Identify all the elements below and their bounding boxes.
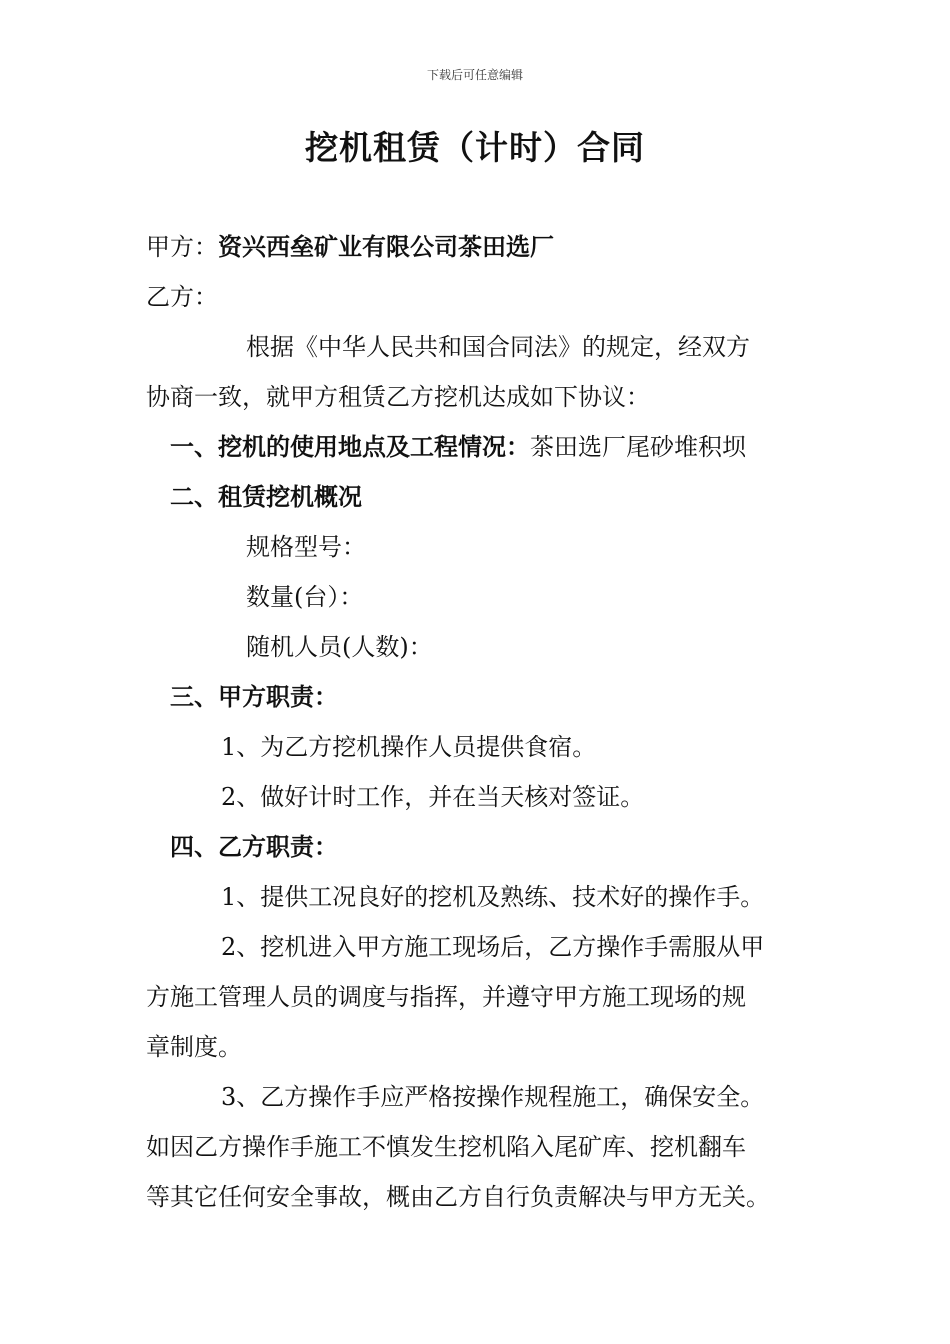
intro-line-1: 根据《中华人民共和国合同法》的规定，经双方 bbox=[246, 333, 750, 361]
section3-item-2: 2、做好计时工作，并在当天核对签证。 bbox=[221, 783, 645, 811]
section2-item-quantity: 数量(台）： bbox=[246, 583, 364, 611]
section4-item-2-line-1: 2、挖机进入甲方施工现场后，乙方操作手需服从甲 bbox=[221, 933, 765, 961]
header-note: 下载后可任意编辑 bbox=[426, 68, 523, 82]
section3-item-1: 1、为乙方挖机操作人员提供食宿。 bbox=[221, 733, 597, 761]
section4-item-2-line-2: 方施工管理人员的调度与指挥，并遵守甲方施工现场的规 bbox=[146, 983, 746, 1011]
party-a-value: 资兴西垒矿业有限公司茶田选厂 bbox=[218, 232, 554, 261]
section4-item-2-line-3: 章制度。 bbox=[146, 1033, 242, 1061]
section4-item-3-line-3: 等其它任何安全事故，概由乙方自行负责解决与甲方无关。 bbox=[146, 1183, 770, 1211]
section2-item-model: 规格型号： bbox=[246, 533, 366, 561]
section2-item-staff: 随机人员(人数)： bbox=[246, 633, 433, 661]
contract-body bbox=[146, 222, 806, 1222]
section1-heading: 一、挖机的使用地点及工程情况： bbox=[170, 432, 530, 461]
party-a-line bbox=[146, 222, 806, 272]
section4-item-1: 1、提供工况良好的挖机及熟练、技术好的操作手。 bbox=[221, 883, 765, 911]
section1-line bbox=[146, 422, 806, 472]
party-a-label: 甲方： bbox=[146, 233, 218, 261]
party-b-label: 乙方： bbox=[146, 283, 218, 311]
section2-heading: 二、租赁挖机概况 bbox=[170, 482, 362, 511]
intro-line-2: 协商一致，就甲方租赁乙方挖机达成如下协议： bbox=[146, 383, 650, 411]
section4-heading: 四、乙方职责： bbox=[170, 832, 338, 861]
party-b-line bbox=[146, 272, 806, 322]
section4-item-3-line-1: 3、乙方操作手应严格按操作规程施工，确保安全。 bbox=[221, 1083, 765, 1111]
section4-item-3-line-2: 如因乙方操作手施工不慎发生挖机陷入尾矿库、挖机翻车 bbox=[146, 1133, 746, 1161]
section1-value: 茶田选厂尾砂堆积坝 bbox=[530, 433, 746, 461]
contract-title: 挖机租赁（计时）合同 bbox=[305, 128, 645, 167]
section3-heading: 三、甲方职责： bbox=[170, 682, 338, 711]
